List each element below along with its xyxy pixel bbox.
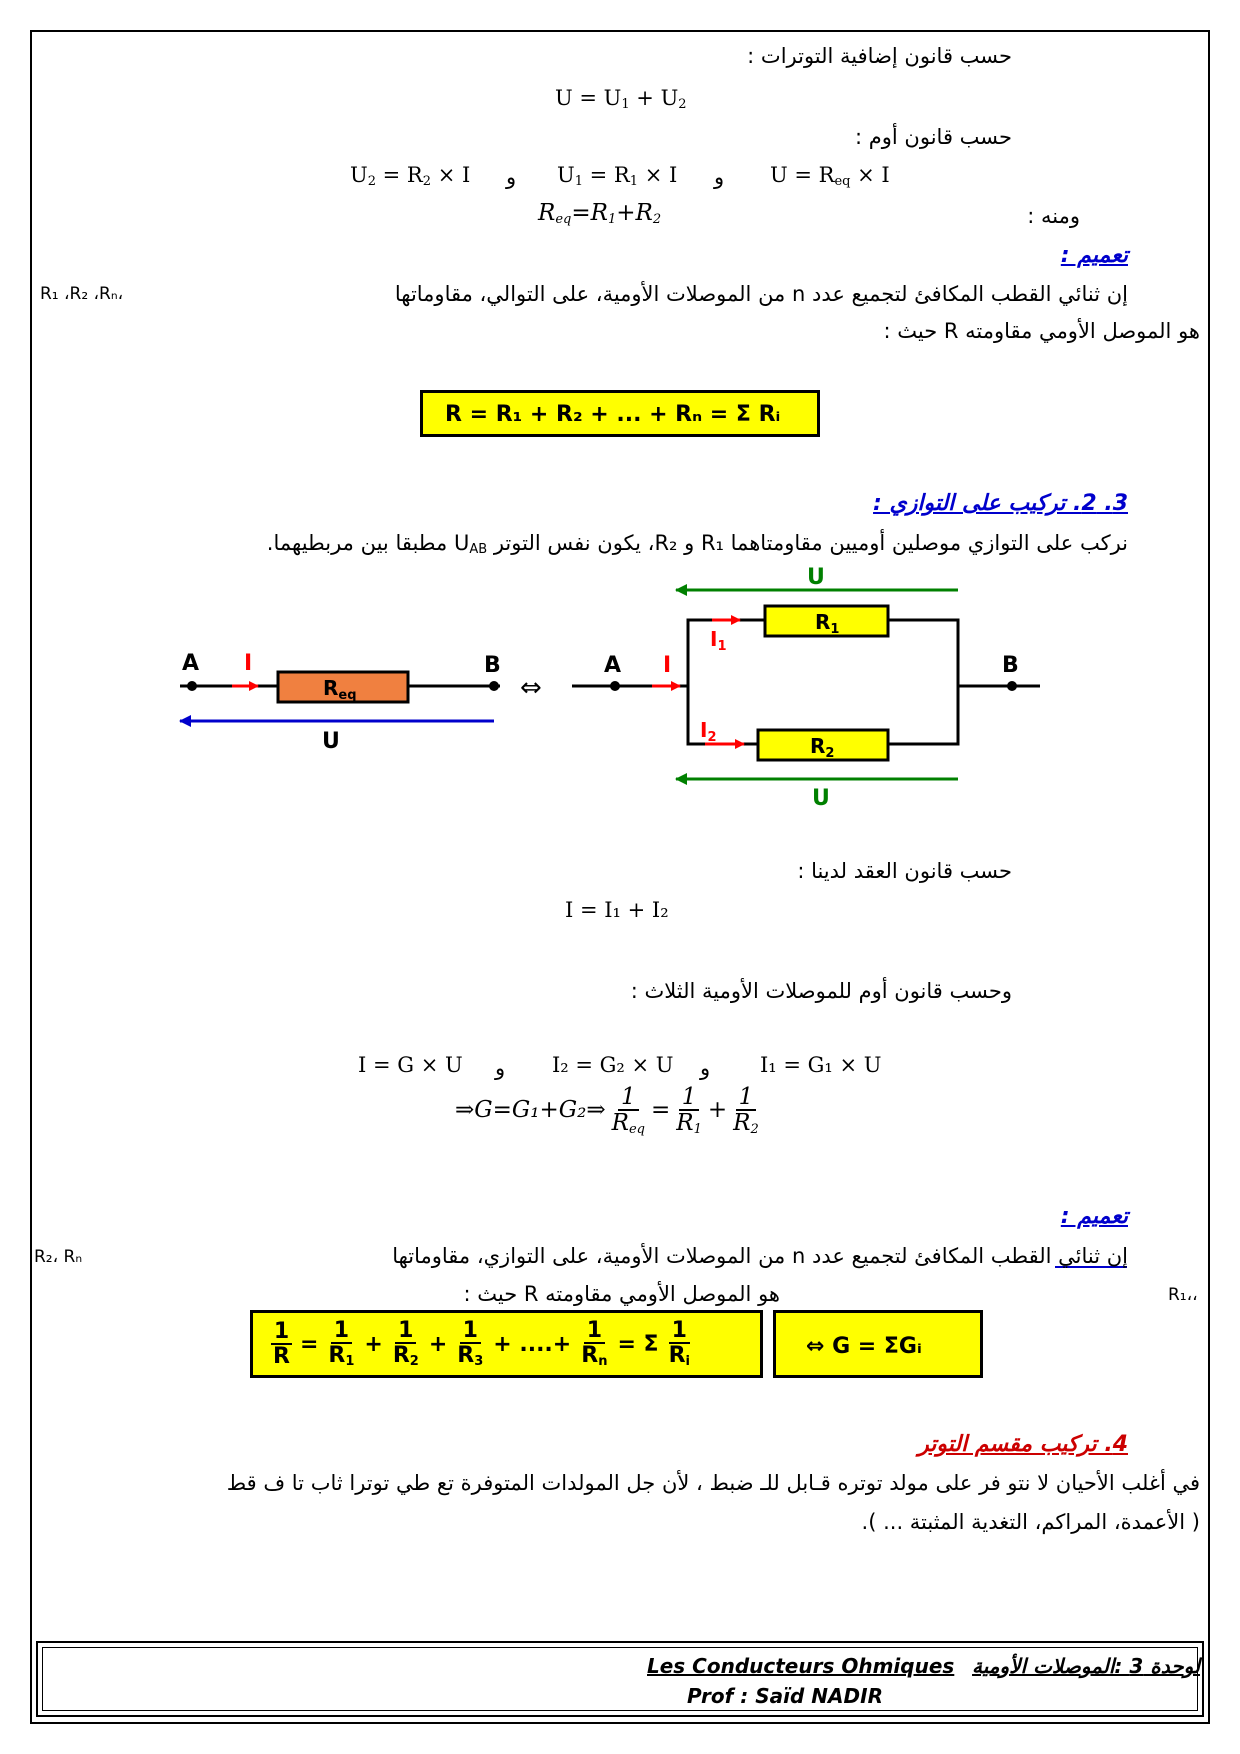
generalization-2-vars: R₂، Rₙ bbox=[34, 1247, 83, 1267]
generalization-1-title: تعميم : bbox=[1060, 243, 1128, 268]
box-frac-1-rn: $\frac{1}{R_n}$ bbox=[581, 1318, 608, 1370]
box-eq: = bbox=[299, 1331, 319, 1357]
label-r2: $R_2$ bbox=[810, 734, 835, 761]
divider-line2: ( الأعمدة، المراكم، التغدية المثبتة ... ). bbox=[861, 1510, 1200, 1534]
generalization-2-title: تعميم : bbox=[1060, 1204, 1128, 1229]
label-b-left: B bbox=[484, 653, 501, 678]
ohm-u-eq: $U = R_{eq} \times I$ bbox=[770, 163, 890, 189]
label-i2: $I_2$ bbox=[700, 718, 717, 745]
label-i-left: I bbox=[244, 651, 253, 676]
label-i1: $I_1$ bbox=[710, 627, 727, 654]
wire-branch-bottom-left bbox=[688, 686, 758, 744]
ohm-law-intro: حسب قانون أوم : bbox=[855, 125, 1012, 149]
fraction-1-r1: $\frac{1}{R_1}$ bbox=[676, 1084, 702, 1138]
generalization-1-line2: هو الموصل الأومي مقاومته R حيث : bbox=[883, 319, 1200, 343]
box-frac-1-r2: $\frac{1}{R_2}$ bbox=[392, 1318, 419, 1370]
divider-title: 4. تركيب مقسم التوتر bbox=[918, 1432, 1128, 1457]
ohm-u1-eq: $U_1 = R_1 \times I$ bbox=[557, 163, 678, 189]
generalization-1-vars: ،R₁ ،R₂ ،Rₙ bbox=[40, 284, 124, 304]
equivalent-circuit bbox=[180, 651, 501, 754]
label-i-right: I bbox=[663, 653, 672, 678]
generalization-1-line1: إن ثنائي القطب المكافئ لتجميع عدد n من الموصلات الأومية، على التوالي، مقاوماتها bbox=[394, 282, 1128, 306]
ohm-u2-eq: $U_2 = R_2 \times I$ bbox=[350, 163, 471, 189]
generalization-2-line1: إن ثنائي القطب المكافئ لتجميع عدد n من الموصلات الأومية، على التوازي، مقاوماتها bbox=[392, 1244, 1128, 1268]
label-a-left: A bbox=[182, 651, 200, 676]
ohm-eq-i2: I₂ = G₂ × U bbox=[552, 1053, 674, 1077]
node-a-right bbox=[610, 681, 620, 691]
node-law-intro: حسب قانون العقد لدينا : bbox=[797, 859, 1012, 883]
generalization-2-r1: R₁،، bbox=[1168, 1285, 1198, 1305]
node-b-left bbox=[489, 681, 499, 691]
fraction-1-req: $\frac{1}{R_{eq}}$ bbox=[611, 1084, 645, 1138]
series-law-intro: حسب قانون إضافية التوترات : bbox=[747, 44, 1012, 68]
label-req: $R_{eq}$ bbox=[323, 676, 357, 703]
wire-branch-top-left bbox=[688, 620, 765, 686]
fraction-1-r2: $\frac{1}{R_2}$ bbox=[733, 1084, 759, 1138]
ohm-eq-i1: I₁ = G₁ × U bbox=[760, 1053, 882, 1077]
node-a-left bbox=[187, 681, 197, 691]
footer-unit-title: لوحدة 3 :الموصلات الأومية bbox=[972, 1654, 1200, 1678]
ohm-eq-i: I = G × U bbox=[358, 1053, 463, 1077]
conductance-formula-box bbox=[773, 1310, 983, 1378]
label-r1: $R_1$ bbox=[815, 610, 840, 637]
label-a-right: A bbox=[604, 653, 622, 678]
and-word: و bbox=[714, 165, 725, 189]
label-u-left: U bbox=[322, 729, 340, 754]
conductance-sum-formula bbox=[455, 1085, 765, 1137]
box-dots: + ....+ bbox=[493, 1331, 572, 1357]
box-frac-1-r3: $\frac{1}{R_3}$ bbox=[457, 1318, 484, 1370]
and-word: و bbox=[700, 1056, 711, 1080]
box-plus: + bbox=[364, 1331, 383, 1357]
node-b-right bbox=[1007, 681, 1017, 691]
label-u-top: U bbox=[807, 565, 825, 590]
divider-line1: في أغلب الأحيان لا نتو فر على مولد توتره قـابل للـ ضبط ، لأن جل المولدات المتوفرة تع طي توترا ثاب تا ف قط bbox=[226, 1471, 1200, 1495]
footer-prof: Prof : Saïd NADIR bbox=[687, 1684, 883, 1708]
and-word: و bbox=[506, 165, 517, 189]
req-sum-formula: $R_{eq}=R_1+R_2$ bbox=[538, 200, 662, 227]
wire-branch-right bbox=[888, 620, 958, 744]
box-frac-1-r1: $\frac{1}{R_1}$ bbox=[328, 1318, 355, 1370]
equivalence-symbol: ⇔ bbox=[520, 673, 542, 703]
parallel-title: 3. 2. تركيب على التوازي : bbox=[873, 491, 1128, 516]
and-word: و bbox=[495, 1056, 506, 1080]
parallel-formula-box bbox=[250, 1310, 763, 1378]
node-law-formula: I = I₁ + I₂ bbox=[565, 898, 669, 922]
footer-french-title: Les Conducteurs Ohmiques bbox=[647, 1654, 955, 1678]
ohm-three-intro: وحسب قانون أوم للموصلات الأومية الثلاث : bbox=[630, 979, 1012, 1003]
box-sum: = Σ bbox=[617, 1331, 659, 1357]
parallel-circuit-diagram bbox=[0, 560, 1240, 820]
footer-box bbox=[36, 1641, 1204, 1717]
parallel-description: نركب على التوازي موصلين أوميين مقاومتاهما R₁ و R₂، يكون نفس التوتر $U_{AB}$ مطبقا بين مربطيهما. bbox=[266, 531, 1128, 557]
series-formula: R = R₁ + R₂ + ... + Rₙ = Σ Rᵢ bbox=[445, 402, 781, 427]
plus-sign: + bbox=[707, 1097, 728, 1124]
box-plus: + bbox=[428, 1331, 448, 1357]
g-chain: ⇒G=G₁+G₂⇒ bbox=[455, 1097, 606, 1124]
hence-label: ومنه : bbox=[1027, 204, 1080, 228]
series-formula-box bbox=[420, 390, 820, 437]
generalization-2-line2: هو الموصل الأومي مقاومته R حيث : bbox=[463, 1282, 780, 1306]
label-b-right: B bbox=[1002, 653, 1019, 678]
conductance-formula: ⇔ G = ΣGᵢ bbox=[806, 1334, 922, 1359]
eq-sign: = bbox=[651, 1097, 671, 1124]
box-frac-1-ri: $\frac{1}{R_i}$ bbox=[668, 1318, 690, 1370]
formula-u-sum: $U = U_1 + U_2$ bbox=[555, 86, 687, 112]
label-u-bottom: U bbox=[812, 786, 830, 811]
box-frac-1-r: $\frac{1}{R}$ bbox=[270, 1320, 293, 1368]
parallel-circuit bbox=[572, 565, 1040, 811]
